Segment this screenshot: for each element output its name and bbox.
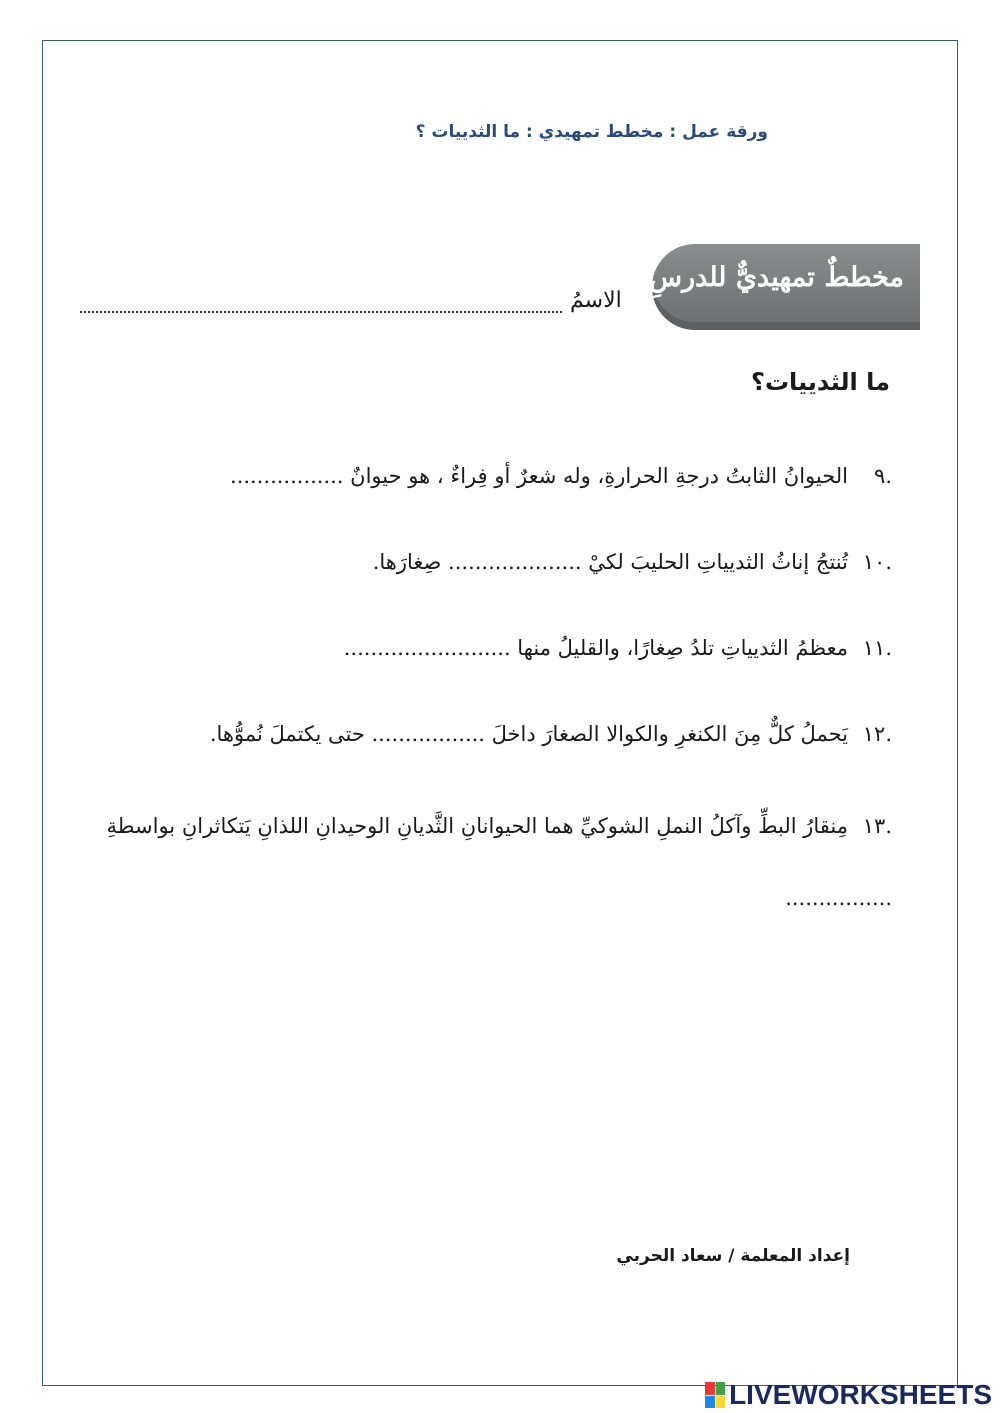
question-text: معظمُ الثديياتِ تلدُ صِغارًا، والقليلُ منها ......................... — [343, 636, 848, 660]
question-text: مِنقارُ البطِّ وآكلُ النملِ الشوكيِّ هما الحيوانانِ الثَّديانِ الوحيدانِ اللذانِ يَتكاثرانِ بواسطةِ ................ — [106, 814, 892, 910]
question-text: تُنتجُ إناثُ الثديياتِ الحليبَ لكيْ .................... صِغارَها. — [372, 550, 848, 574]
question-number: .١٣ — [862, 814, 892, 838]
page-border — [42, 40, 958, 1386]
question-number: .٩ — [874, 464, 892, 488]
name-answer-line[interactable] — [80, 311, 562, 313]
question-text: الحيوانُ الثابتُ درجةِ الحرارةِ، وله شعرٌ أو فِراءٌ ، هو حيوانٌ ................. — [230, 464, 848, 488]
question-13 — [102, 790, 892, 934]
question-number: .١٠ — [862, 550, 892, 574]
logo-icon — [705, 1382, 725, 1408]
question-text: يَحملُ كلٌّ مِنَ الكنغرِ والكوالا الصغارَ داخلَ ................. حتى يكتملَ نُموُّها. — [209, 722, 848, 746]
teacher-credit: إعداد المعلمة / سعاد الحربي — [616, 1246, 850, 1266]
name-label: الاسمُ — [570, 288, 622, 313]
question-10 — [373, 550, 892, 574]
question-number: .١٢ — [862, 722, 892, 746]
logo-text: LIVEWORKSHEETS — [729, 1379, 992, 1410]
question-number: .١١ — [862, 636, 892, 660]
lesson-tab-label: مخططٌ تمهيديٌّ للدرسِ — [649, 262, 904, 293]
liveworksheets-logo — [705, 1380, 992, 1410]
lesson-tab-banner — [649, 244, 920, 330]
question-9 — [230, 464, 892, 488]
question-12 — [210, 722, 892, 746]
section-heading: ما الثدييات؟ — [751, 368, 890, 396]
question-11 — [344, 636, 892, 660]
worksheet-title: ورقة عمل : مخطط تمهيدي : ما الثدييات ؟ — [415, 122, 768, 142]
